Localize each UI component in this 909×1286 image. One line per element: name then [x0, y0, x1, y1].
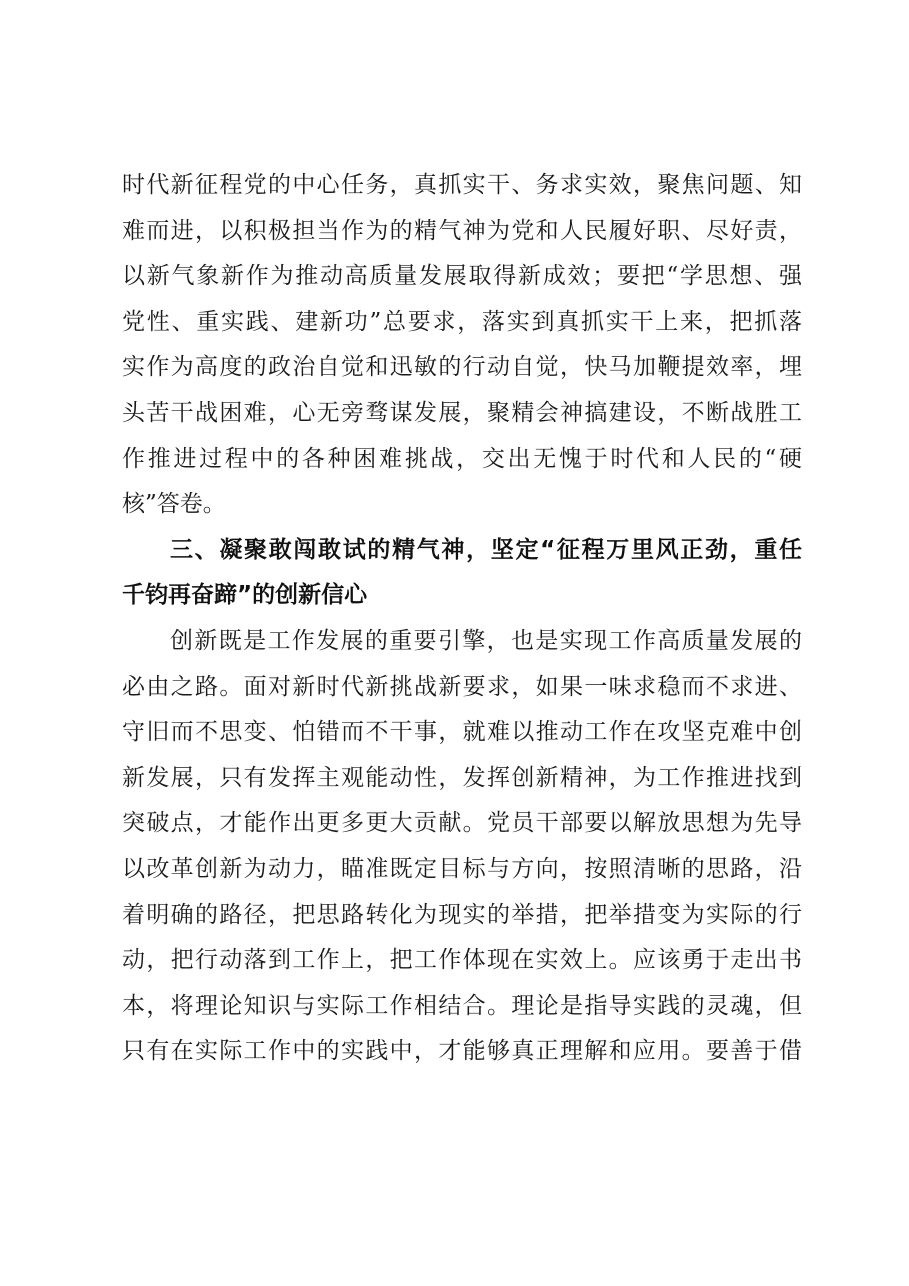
heading-line: 千钧再奋蹄”的创新信心	[122, 582, 368, 609]
text-line: 新发展，只有发挥主观能动性，发挥创新精神，为工作推进找到	[122, 764, 802, 791]
text-line: 突破点，才能作出更多更大贡献。党员干部要以解放思想为先导	[122, 810, 802, 837]
text-line: 党性、重实践、建新功”总要求，落实到真抓实干上来，把抓落	[122, 308, 802, 335]
text-line: 头苦干战困难，心无旁骛谋发展，聚精会神搞建设，不断战胜工	[122, 399, 802, 426]
text-line: 创新既是工作发展的重要引擎，也是实现工作高质量发展的	[170, 627, 802, 654]
text-line: 动，把行动落到工作上，把工作体现在实效上。应该勇于走出书	[122, 947, 802, 974]
text-line: 以新气象新作为推动高质量发展取得新成效；要把“学思想、强	[122, 263, 802, 290]
text-line: 以改革创新为动力，瞄准既定目标与方向，按照清晰的思路，沿	[122, 855, 802, 882]
heading-line: 三、凝聚敢闯敢试的精气神，坚定“征程万里风正劲，重任	[170, 536, 802, 563]
text-line: 实作为高度的政治自觉和迅敏的行动自觉，快马加鞭提效率，埋	[122, 354, 802, 381]
text-line: 守旧而不思变、怕错而不干事，就难以推动工作在攻坚克难中创	[122, 719, 802, 746]
paragraph-continuation	[122, 163, 802, 528]
section-heading	[122, 528, 802, 619]
text-line: 本，将理论知识与实际工作相结合。理论是指导实践的灵魂，但	[122, 992, 802, 1019]
text-line: 着明确的路径，把思路转化为现实的举措，把举措变为实际的行	[122, 901, 802, 928]
text-line: 必由之路。面对新时代新挑战新要求，如果一味求稳而不求进、	[122, 673, 802, 700]
text-line: 难而进，以积极担当作为的精气神为党和人民履好职、尽好责，	[122, 217, 802, 244]
text-line: 核”答卷。	[122, 491, 226, 518]
text-line: 只有在实际工作中的实践中，才能够真正理解和应用。要善于借	[122, 1038, 802, 1065]
text-line: 作推进过程中的各种困难挑战，交出无愧于时代和人民的“硬	[122, 445, 802, 472]
text-line: 时代新征程党的中心任务，真抓实干、务求实效，聚焦问题、知	[122, 172, 802, 198]
paragraph	[122, 619, 802, 1075]
document-body	[122, 163, 802, 1075]
